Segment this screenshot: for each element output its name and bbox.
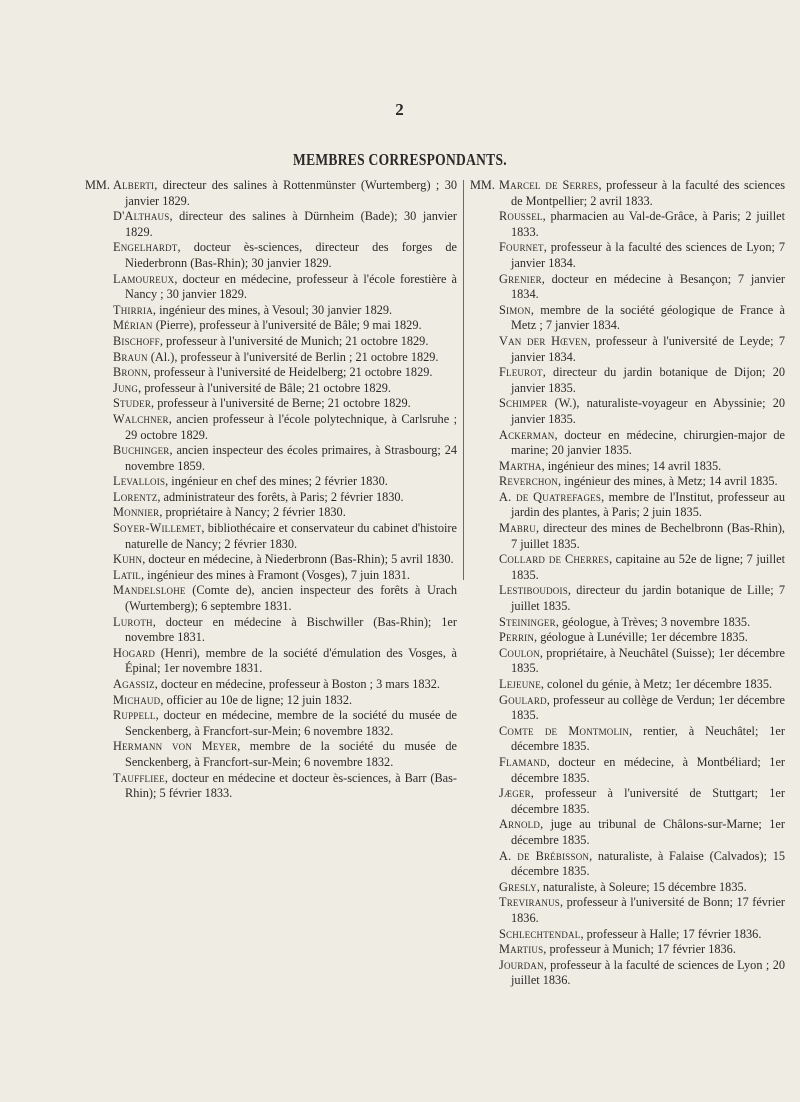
member-details: , directeur des salines à Dürnheim (Bade); 30 janvier 1829. bbox=[125, 209, 457, 239]
member-name: Luroth bbox=[113, 614, 153, 629]
member-name: Mandelslohe bbox=[113, 583, 186, 598]
member-name: Treviranus bbox=[499, 895, 561, 910]
member-name: Kuhn bbox=[113, 552, 143, 567]
member-name: Studer bbox=[113, 396, 152, 411]
member-name: Engelhardt bbox=[113, 240, 178, 255]
member-name: Gresly bbox=[499, 879, 537, 894]
member-entry bbox=[113, 739, 457, 770]
member-entry bbox=[499, 786, 785, 817]
member-name: Ruppell bbox=[113, 708, 156, 723]
page-number: 2 bbox=[395, 100, 405, 119]
member-entry bbox=[499, 240, 785, 271]
member-name: Grenier bbox=[499, 271, 542, 286]
member-details: , docteur en médecine, professeur à Boston ; 3 mars 1832. bbox=[154, 677, 440, 691]
member-name: Lamoureux bbox=[113, 271, 175, 286]
member-entry bbox=[499, 646, 785, 677]
member-name: A. de Brébisson bbox=[499, 848, 590, 863]
member-name: Ackerman bbox=[499, 427, 555, 442]
member-details: , ingénieur en chef des mines; 2 février 1830. bbox=[165, 474, 388, 489]
member-details: , docteur en médecine et docteur ès-sciences, à Barr (Bas-Rhin); 5 février 1833. bbox=[125, 770, 457, 801]
member-name: Mérian bbox=[113, 318, 153, 333]
member-details: , pharmacien au Val-de-Grâce, à Paris; 2 juillet 1833. bbox=[511, 209, 785, 239]
member-name: D'Althaus bbox=[113, 209, 170, 224]
member-entry bbox=[113, 412, 457, 443]
member-entry bbox=[499, 490, 785, 521]
member-details: , docteur en médecine, à Montbéliard; 1er décembre 1835. bbox=[511, 754, 785, 785]
member-entry bbox=[499, 615, 785, 631]
member-details: , géologue, à Trèves; 3 novembre 1835. bbox=[555, 614, 751, 629]
member-entry bbox=[499, 209, 785, 240]
member-details: , professeur à l'université de Heidelberg; 21 octobre 1829. bbox=[147, 365, 433, 380]
right-column-prefix: MM. bbox=[470, 178, 495, 192]
member-name: Collard de Cherres bbox=[499, 552, 610, 567]
member-entry bbox=[499, 428, 785, 459]
member-name: Steininger bbox=[499, 614, 556, 629]
member-entry bbox=[113, 521, 457, 552]
member-name: Martius bbox=[499, 942, 544, 957]
member-entry bbox=[113, 334, 457, 350]
member-name: Walchner bbox=[113, 411, 169, 426]
member-name: A. de Quatrefages bbox=[499, 489, 602, 504]
left-column-prefix: MM. bbox=[85, 178, 110, 192]
member-details: , ancien professeur à l'école polytechnique, à Carlsruhe ; 29 octobre 1829. bbox=[125, 411, 457, 442]
member-details: , naturaliste, à Falaise (Calvados); 15 décembre 1835. bbox=[511, 848, 785, 879]
member-name: Van der Hœven bbox=[499, 333, 588, 348]
member-details: , ingénieur des mines; 14 avril 1835. bbox=[541, 458, 722, 473]
member-entry bbox=[113, 474, 457, 490]
member-details: (W.), naturaliste-voyageur en Abyssinie; 20 janvier 1835. bbox=[511, 396, 785, 426]
member-details: , naturaliste, à Soleure; 15 décembre 1835. bbox=[536, 879, 747, 894]
member-entry bbox=[113, 646, 457, 677]
member-entry bbox=[113, 396, 457, 412]
member-name: Bronn bbox=[113, 365, 148, 380]
member-name: Marcel de Serres bbox=[499, 178, 599, 192]
member-details: (Comte de), ancien inspecteur des forêts à Urach (Wurtemberg); 6 septembre 1831. bbox=[125, 583, 457, 614]
member-entry bbox=[113, 178, 457, 209]
member-entry bbox=[113, 318, 457, 334]
member-name: Thirria bbox=[113, 302, 153, 317]
member-name: Michaud bbox=[113, 692, 161, 707]
member-entry bbox=[499, 303, 785, 334]
member-details: , capitaine au 52e de ligne; 7 juillet 1835. bbox=[511, 552, 786, 582]
member-details: , juge au tribunal de Châlons-sur-Marne; 1er décembre 1835. bbox=[511, 817, 785, 847]
member-details: , professeur à l'université de Berne; 21 octobre 1829. bbox=[151, 396, 411, 411]
member-name: Bischoff bbox=[113, 333, 160, 348]
member-name: Jæger bbox=[499, 786, 531, 801]
member-details: , professeur au collège de Verdun; 1er décembre 1835. bbox=[511, 692, 785, 723]
member-details: , professeur à la faculté des sciences de Montpellier; 2 avril 1833. bbox=[511, 178, 785, 208]
member-details: , professeur à Halle; 17 février 1836. bbox=[580, 926, 762, 941]
member-name: Buchinger bbox=[113, 443, 170, 458]
member-details: (Al.), professeur à l'université de Berlin ; 21 octobre 1829. bbox=[147, 349, 439, 364]
member-name: Fournet bbox=[499, 240, 544, 255]
member-name: Schimper bbox=[499, 396, 548, 411]
member-entry bbox=[113, 209, 457, 240]
member-name: Lorentz bbox=[113, 489, 158, 504]
member-details: , directeur du jardin botanique de Dijon; 20 janvier 1835. bbox=[511, 365, 785, 395]
member-details: , professeur à la faculté de sciences de Lyon ; 20 juillet 1836. bbox=[511, 957, 785, 988]
member-entry bbox=[113, 381, 457, 397]
member-entry bbox=[113, 272, 457, 303]
member-entry bbox=[113, 693, 457, 709]
left-column bbox=[85, 178, 457, 802]
member-details: , géologue à Lunéville; 1er décembre 1835. bbox=[534, 630, 748, 645]
right-column bbox=[470, 178, 786, 989]
member-name: Schlechtendal bbox=[499, 926, 581, 941]
member-name: Jung bbox=[113, 380, 139, 395]
member-name: Agassiz bbox=[113, 677, 155, 691]
member-entry bbox=[499, 958, 785, 989]
member-name: Perrin bbox=[499, 630, 535, 645]
member-name: Comte de Montmolin bbox=[499, 723, 630, 738]
member-name: Alberti bbox=[113, 178, 155, 192]
member-entry bbox=[113, 677, 457, 693]
member-details: , directeur des mines de Bechelbronn (Bas-Rhin), 7 juillet 1835. bbox=[511, 521, 785, 551]
member-details: , ingénieur des mines, à Vesoul; 30 janvier 1829. bbox=[152, 302, 393, 317]
member-details: , docteur en médecine à Besançon; 7 janvier 1834. bbox=[511, 271, 785, 302]
member-entry bbox=[499, 849, 785, 880]
member-details: , docteur en médecine, à Niederbronn (Bas-Rhin); 5 avril 1830. bbox=[142, 552, 454, 567]
member-details: , membre de la société géologique de France à Metz ; 7 janvier 1834. bbox=[511, 302, 785, 333]
member-entry bbox=[499, 724, 785, 755]
member-entry bbox=[499, 677, 785, 693]
member-details: , docteur en médecine à Bischwiller (Bas-Rhin); 1er novembre 1831. bbox=[125, 614, 457, 645]
member-entry bbox=[499, 927, 785, 943]
member-details: , docteur en médecine, chirurgien-major de marine; 20 janvier 1835. bbox=[511, 427, 785, 458]
member-details: , bibliothécaire et conservateur du cabinet d'histoire naturelle de Nancy; 2 février 1830. bbox=[125, 521, 457, 551]
member-name: Levallois bbox=[113, 474, 166, 489]
member-details: , officier au 10e de ligne; 12 juin 1832. bbox=[160, 692, 353, 707]
member-details: , membre de la société du musée de Senckenberg, à Francfort-sur-Mein; 6 novembre 1832. bbox=[125, 739, 457, 769]
member-entry bbox=[113, 365, 457, 381]
member-details: , ingénieur des mines, à Metz; 14 avril 1835. bbox=[558, 474, 778, 489]
member-name: Lejeune bbox=[499, 677, 541, 691]
member-entry bbox=[499, 942, 785, 958]
member-entry bbox=[499, 880, 785, 896]
left-entry-list bbox=[113, 178, 457, 802]
member-details: (Henri), membre de la société d'émulation des Vosges, à Épinal; 1er novembre 1831. bbox=[125, 645, 457, 676]
member-name: Mabru bbox=[499, 521, 536, 536]
member-entry bbox=[499, 693, 785, 724]
member-details: , professeur à l'université de Bâle; 21 octobre 1829. bbox=[138, 380, 391, 395]
member-name: Jourdan bbox=[499, 957, 544, 972]
member-entry bbox=[499, 178, 785, 209]
member-entry bbox=[499, 334, 785, 365]
member-entry bbox=[499, 474, 785, 490]
member-details: , membre de l'Institut, professeur au jardin des plantes, à Paris; 2 juin 1835. bbox=[511, 489, 785, 520]
member-details: , ancien inspecteur des écoles primaires, à Strasbourg; 24 novembre 1859. bbox=[125, 443, 457, 473]
member-entry bbox=[113, 505, 457, 521]
member-entry bbox=[113, 552, 457, 568]
page-title: MEMBRES CORRESPONDANTS. bbox=[293, 150, 507, 169]
member-entry bbox=[113, 303, 457, 319]
member-name: Coulon bbox=[499, 645, 540, 660]
member-entry bbox=[499, 396, 785, 427]
member-entry bbox=[113, 490, 457, 506]
member-entry bbox=[113, 615, 457, 646]
member-name: Simon bbox=[499, 302, 531, 317]
member-entry bbox=[499, 365, 785, 396]
member-details: , directeur du jardin botanique de Lille; 7 juillet 1835. bbox=[511, 583, 785, 614]
member-name: Arnold bbox=[499, 817, 541, 832]
member-details: , propriétaire à Nancy; 2 février 1830. bbox=[159, 505, 346, 520]
member-name: Goulard bbox=[499, 692, 547, 707]
member-name: Tauffliee bbox=[113, 770, 165, 785]
member-details: , rentier, à Neuchâtel; 1er décembre 1835. bbox=[511, 723, 785, 754]
column-divider bbox=[463, 180, 464, 580]
member-details: , ingénieur des mines à Framont (Vosges), 7 juin 1831. bbox=[141, 567, 410, 582]
member-details: , professeur à l'université de Stuttgart; 1er décembre 1835. bbox=[511, 786, 785, 816]
member-name: Latil bbox=[113, 567, 142, 582]
member-entry bbox=[113, 583, 457, 614]
member-name: Flamand bbox=[499, 754, 547, 769]
member-name: Braun bbox=[113, 349, 148, 364]
member-details: , professeur à l'université de Munich; 21 octobre 1829. bbox=[159, 333, 429, 348]
member-name: Roussel bbox=[499, 209, 543, 224]
member-details: , professeur à Munich; 17 février 1836. bbox=[543, 942, 736, 957]
right-entry-list bbox=[499, 178, 785, 989]
member-entry bbox=[499, 817, 785, 848]
member-details: , propriétaire, à Neuchâtel (Suisse); 1er décembre 1835. bbox=[511, 645, 785, 676]
member-entry bbox=[499, 521, 785, 552]
member-entry bbox=[113, 771, 457, 802]
member-entry bbox=[499, 459, 785, 475]
member-entry bbox=[113, 350, 457, 366]
member-entry bbox=[499, 583, 785, 614]
member-entry bbox=[499, 630, 785, 646]
member-name: Fleurot bbox=[499, 365, 543, 380]
member-entry bbox=[113, 240, 457, 271]
member-details: , administrateur des forêts, à Paris; 2 février 1830. bbox=[157, 489, 404, 504]
member-details: , docteur en médecine, professeur à l'école forestière à Nancy ; 30 janvier 1829. bbox=[125, 271, 457, 302]
member-name: Lestiboudois bbox=[499, 583, 568, 598]
member-details: , professeur à l'université de Leyde; 7 janvier 1834. bbox=[511, 333, 785, 364]
member-name: Hermann von Meyer bbox=[113, 739, 238, 754]
member-name: Monnier bbox=[113, 505, 160, 520]
member-details: , docteur ès-sciences, directeur des forges de Niederbronn (Bas-Rhin); 30 janvier 1829. bbox=[125, 240, 457, 270]
member-entry bbox=[499, 755, 785, 786]
member-details: , colonel du génie, à Metz; 1er décembre 1835. bbox=[540, 677, 773, 691]
member-entry bbox=[499, 272, 785, 303]
member-entry bbox=[499, 552, 785, 583]
member-entry bbox=[113, 443, 457, 474]
member-name: Martha bbox=[499, 458, 542, 473]
member-name: Soyer-Willemet bbox=[113, 521, 202, 536]
member-details: , directeur des salines à Rottenmünster (Wurtemberg) ; 30 janvier 1829. bbox=[125, 178, 457, 208]
member-details: (Pierre), professeur à l'université de Bâle; 9 mai 1829. bbox=[152, 318, 422, 333]
member-entry bbox=[113, 568, 457, 584]
member-entry bbox=[113, 708, 457, 739]
member-details: , professeur à l'université de Bonn; 17 février 1836. bbox=[511, 895, 785, 925]
member-name: Reverchon bbox=[499, 474, 559, 489]
member-entry bbox=[499, 895, 785, 926]
member-name: Hogard bbox=[113, 645, 156, 660]
member-details: , docteur en médecine, membre de la société du musée de Senckenberg, à Francfort-sur-Mein; 6 novembre 1832. bbox=[125, 708, 457, 738]
member-details: , professeur à la faculté des sciences de Lyon; 7 janvier 1834. bbox=[511, 240, 785, 270]
